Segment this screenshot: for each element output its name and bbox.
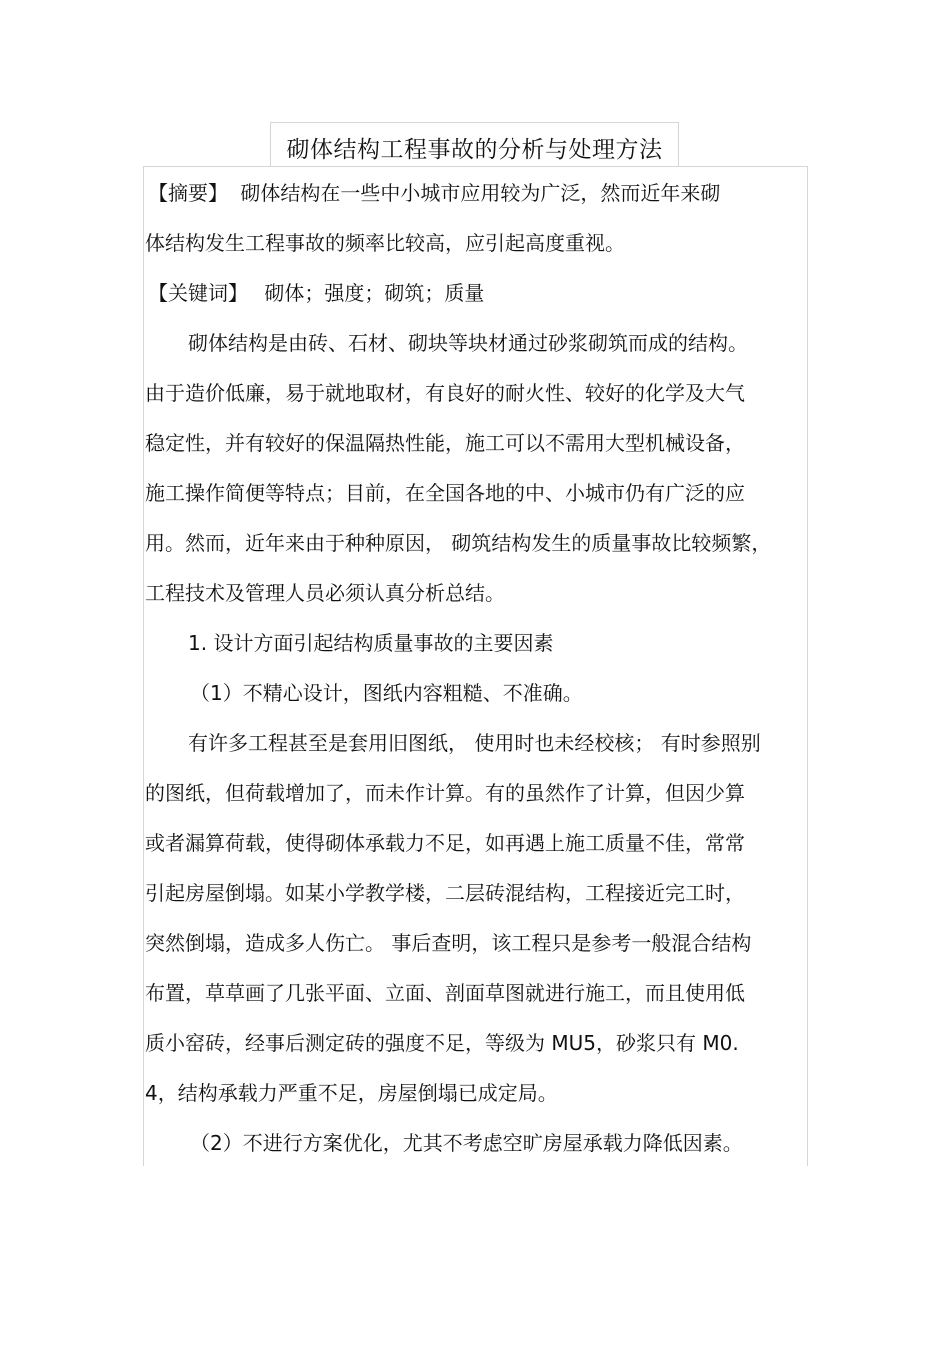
keywords-line [148, 280, 484, 306]
abstract-label: 【摘要】 [148, 181, 228, 205]
para-1-line-6: 布置，草草画了几张平面、立面、剖面草图就进行施工，而且使用低 [145, 981, 745, 1005]
abstract-text-1: 砌体结构在一些中小城市应用较为广泛，然而近年来砌 [240, 181, 721, 205]
document-title: 砌体结构工程事故的分析与处理方法 [286, 137, 663, 163]
body-frame [143, 166, 808, 1166]
abstract-line-2: 体结构发生工程事故的频率比较高，应引起高度重视。 [145, 231, 625, 255]
para-1-line-4: 引起房屋倒塌。如某小学教学楼，二层砖混结构，工程接近完工时， [145, 881, 745, 905]
abstract-line-1 [148, 180, 720, 206]
item-2: （2）不进行方案优化，尤其不考虑空旷房屋承载力降低因素。 [190, 1131, 743, 1155]
para-1-line-3: 或者漏算荷载，使得砌体承载力不足，如再遇上施工质量不佳，常常 [145, 831, 745, 855]
item-1: （1）不精心设计，图纸内容粗糙、不准确。 [190, 681, 583, 705]
intro-line-3: 稳定性，并有较好的保温隔热性能，施工可以不需用大型机械设备， [145, 431, 745, 455]
intro-line-1: 砌体结构是由砖、石材、砌块等块材通过砂浆砌筑而成的结构。 [188, 331, 748, 355]
intro-line-2: 由于造价低廉，易于就地取材，有良好的耐火性、较好的化学及大气 [145, 381, 745, 405]
intro-line-6: 工程技术及管理人员必须认真分析总结。 [145, 581, 505, 605]
keywords-text: 砌体；强度；砌筑；质量 [264, 281, 485, 305]
para-1-line-7: 质小窑砖，经事后测定砖的强度不足，等级为 MU5，砂浆只有 M0. [145, 1031, 739, 1055]
para-1-line-5: 突然倒塌，造成多人伤亡。 事后查明，该工程只是参考一般混合结构 [145, 931, 752, 955]
section-heading-1: 1. 设计方面引起结构质量事故的主要因素 [188, 631, 554, 655]
para-1-line-1: 有许多工程甚至是套用旧图纸， 使用时也未经校核； 有时参照别 [188, 731, 761, 755]
para-1-line-2: 的图纸，但荷载增加了，而未作计算。有的虽然作了计算，但因少算 [145, 781, 745, 805]
intro-line-4: 施工操作简便等特点；目前，在全国各地的中、小城市仍有广泛的应 [145, 481, 745, 505]
para-1-line-8: 4，结构承载力严重不足，房屋倒塌已成定局。 [145, 1081, 558, 1105]
title-box [270, 122, 679, 166]
intro-line-5: 用。然而，近年来由于种种原因， 砌筑结构发生的质量事故比较频繁， [145, 531, 772, 555]
keywords-label: 【关键词】 [148, 281, 248, 305]
